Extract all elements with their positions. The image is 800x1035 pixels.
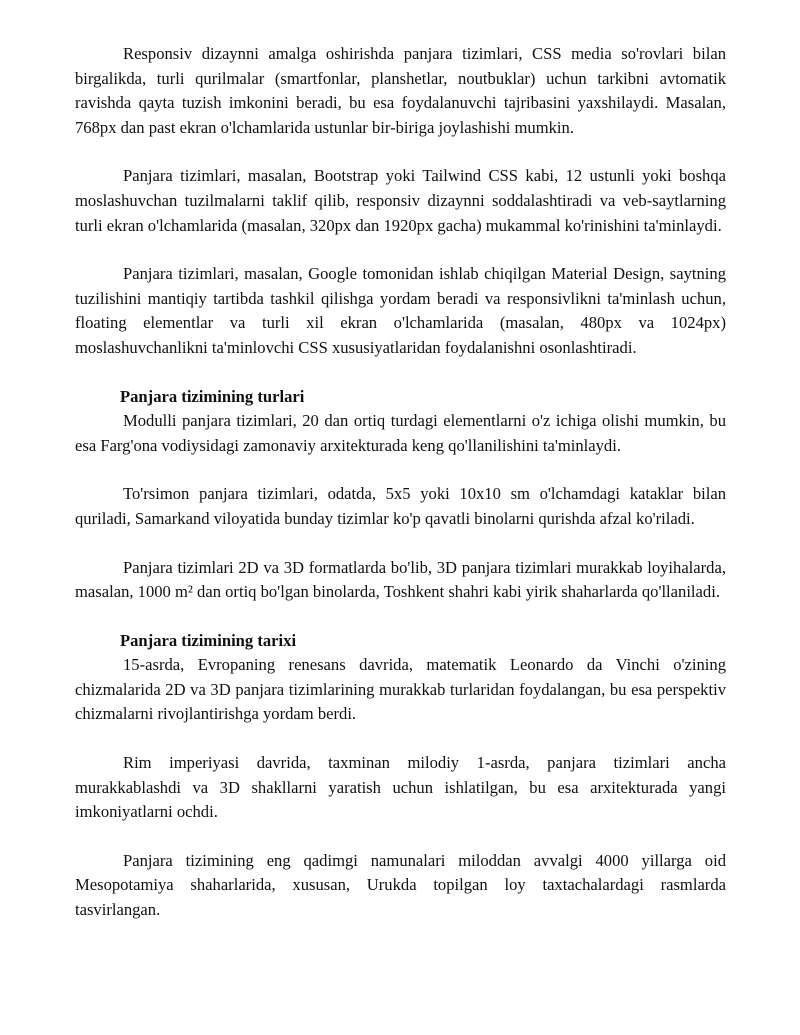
paragraph-mesh-grids: To'rsimon panjara tizimlari, odatda, 5x5 yoki 10x10 sm o'lchamdagi kataklar bilan quriladi, Samarkand viloyatida bunday tizimlar ko'p qavatli binolarni qurishda afzal ko'riladi. [75, 484, 726, 528]
heading-grid-history: Panjara tizimining tarixi [120, 630, 297, 650]
heading-grid-types: Panjara tizimining turlari [120, 386, 305, 406]
paragraph-material-design: Panjara tizimlari, masalan, Google tomonidan ishlab chiqilgan Material Design, saytning tuzilishini mantiqiy tartibda tashkil qilishga yordam beradi va responsivlikni ta'minlash uchun, floating elementlar va turli xil ekran o'lchamlarida (masalan, 480px va 1024px) moslashuvchanlikni ta'minlovchi CSS xususiyatlaridan foydalanishni osonlashtiradi. [75, 264, 726, 357]
document-page [75, 42, 726, 923]
paragraph-responsive-design: Responsiv dizaynni amalga oshirishda panjara tizimlari, CSS media so'rovlari bilan birgalikda, turli qurilmalar (smartfonlar, planshetlar, noutbuklar) uchun tarkibni avtomatik ravishda qayta tuzish imkonini beradi, bu esa foydalanuvchi tajribasini yaxshilaydi. Masalan, 768px dan past ekran o'lchamlarida ustunlar bir-biriga joylashishi mumkin. [75, 44, 726, 137]
paragraph-frameworks: Panjara tizimlari, masalan, Bootstrap yoki Tailwind CSS kabi, 12 ustunli yoki boshqa moslashuvchan tuzilmalarni taklif qilib, responsiv dizaynni soddalashtiradi va veb-saytlarning turli ekran o'lchamlarida (masalan, 320px dan 1920px gacha) mukammal ko'rinishini ta'minlaydi. [75, 166, 726, 235]
paragraph-2d-3d-grids: Panjara tizimlari 2D va 3D formatlarda bo'lib, 3D panjara tizimlari murakkab loyihalarda, masalan, 1000 m² dan ortiq bo'lgan binolarda, Toshkent shahri kabi yirik shaharlarda qo'llaniladi. [75, 557, 726, 602]
paragraph-modular-grids: Modulli panjara tizimlari, 20 dan ortiq turdagi elementlarni o'z ichiga olishi mumkin, bu esa Farg'ona vodiysidagi zamonaviy arxitekturada keng qo'llanilishini ta'minlaydi. [75, 411, 726, 455]
paragraph-mesopotamia: Panjara tizimining eng qadimgi namunalari miloddan avvalgi 4000 yillarga oid Mesopotamiya shaharlarida, xususan, Urukda topilgan loy taxtachalardagi rasmlarda tasvirlangan. [75, 850, 726, 920]
paragraph-renaissance: 15-asrda, Evropaning renesans davrida, matematik Leonardo da Vinchi o'zining chizmalarida 2D va 3D panjara tizimlarining murakkab turlaridan foydalangan, bu esa perspektiv chizmalarni rivojlantirishga yordam berdi. [75, 655, 726, 724]
paragraph-roman-empire: Rim imperiyasi davrida, taxminan milodiy 1-asrda, panjara tizimlari ancha murakkablashdi va 3D shakllarni yaratish uchun ishlatilgan, bu esa arxitekturada yangi imkoniyatlarni ochdi. [75, 753, 726, 822]
